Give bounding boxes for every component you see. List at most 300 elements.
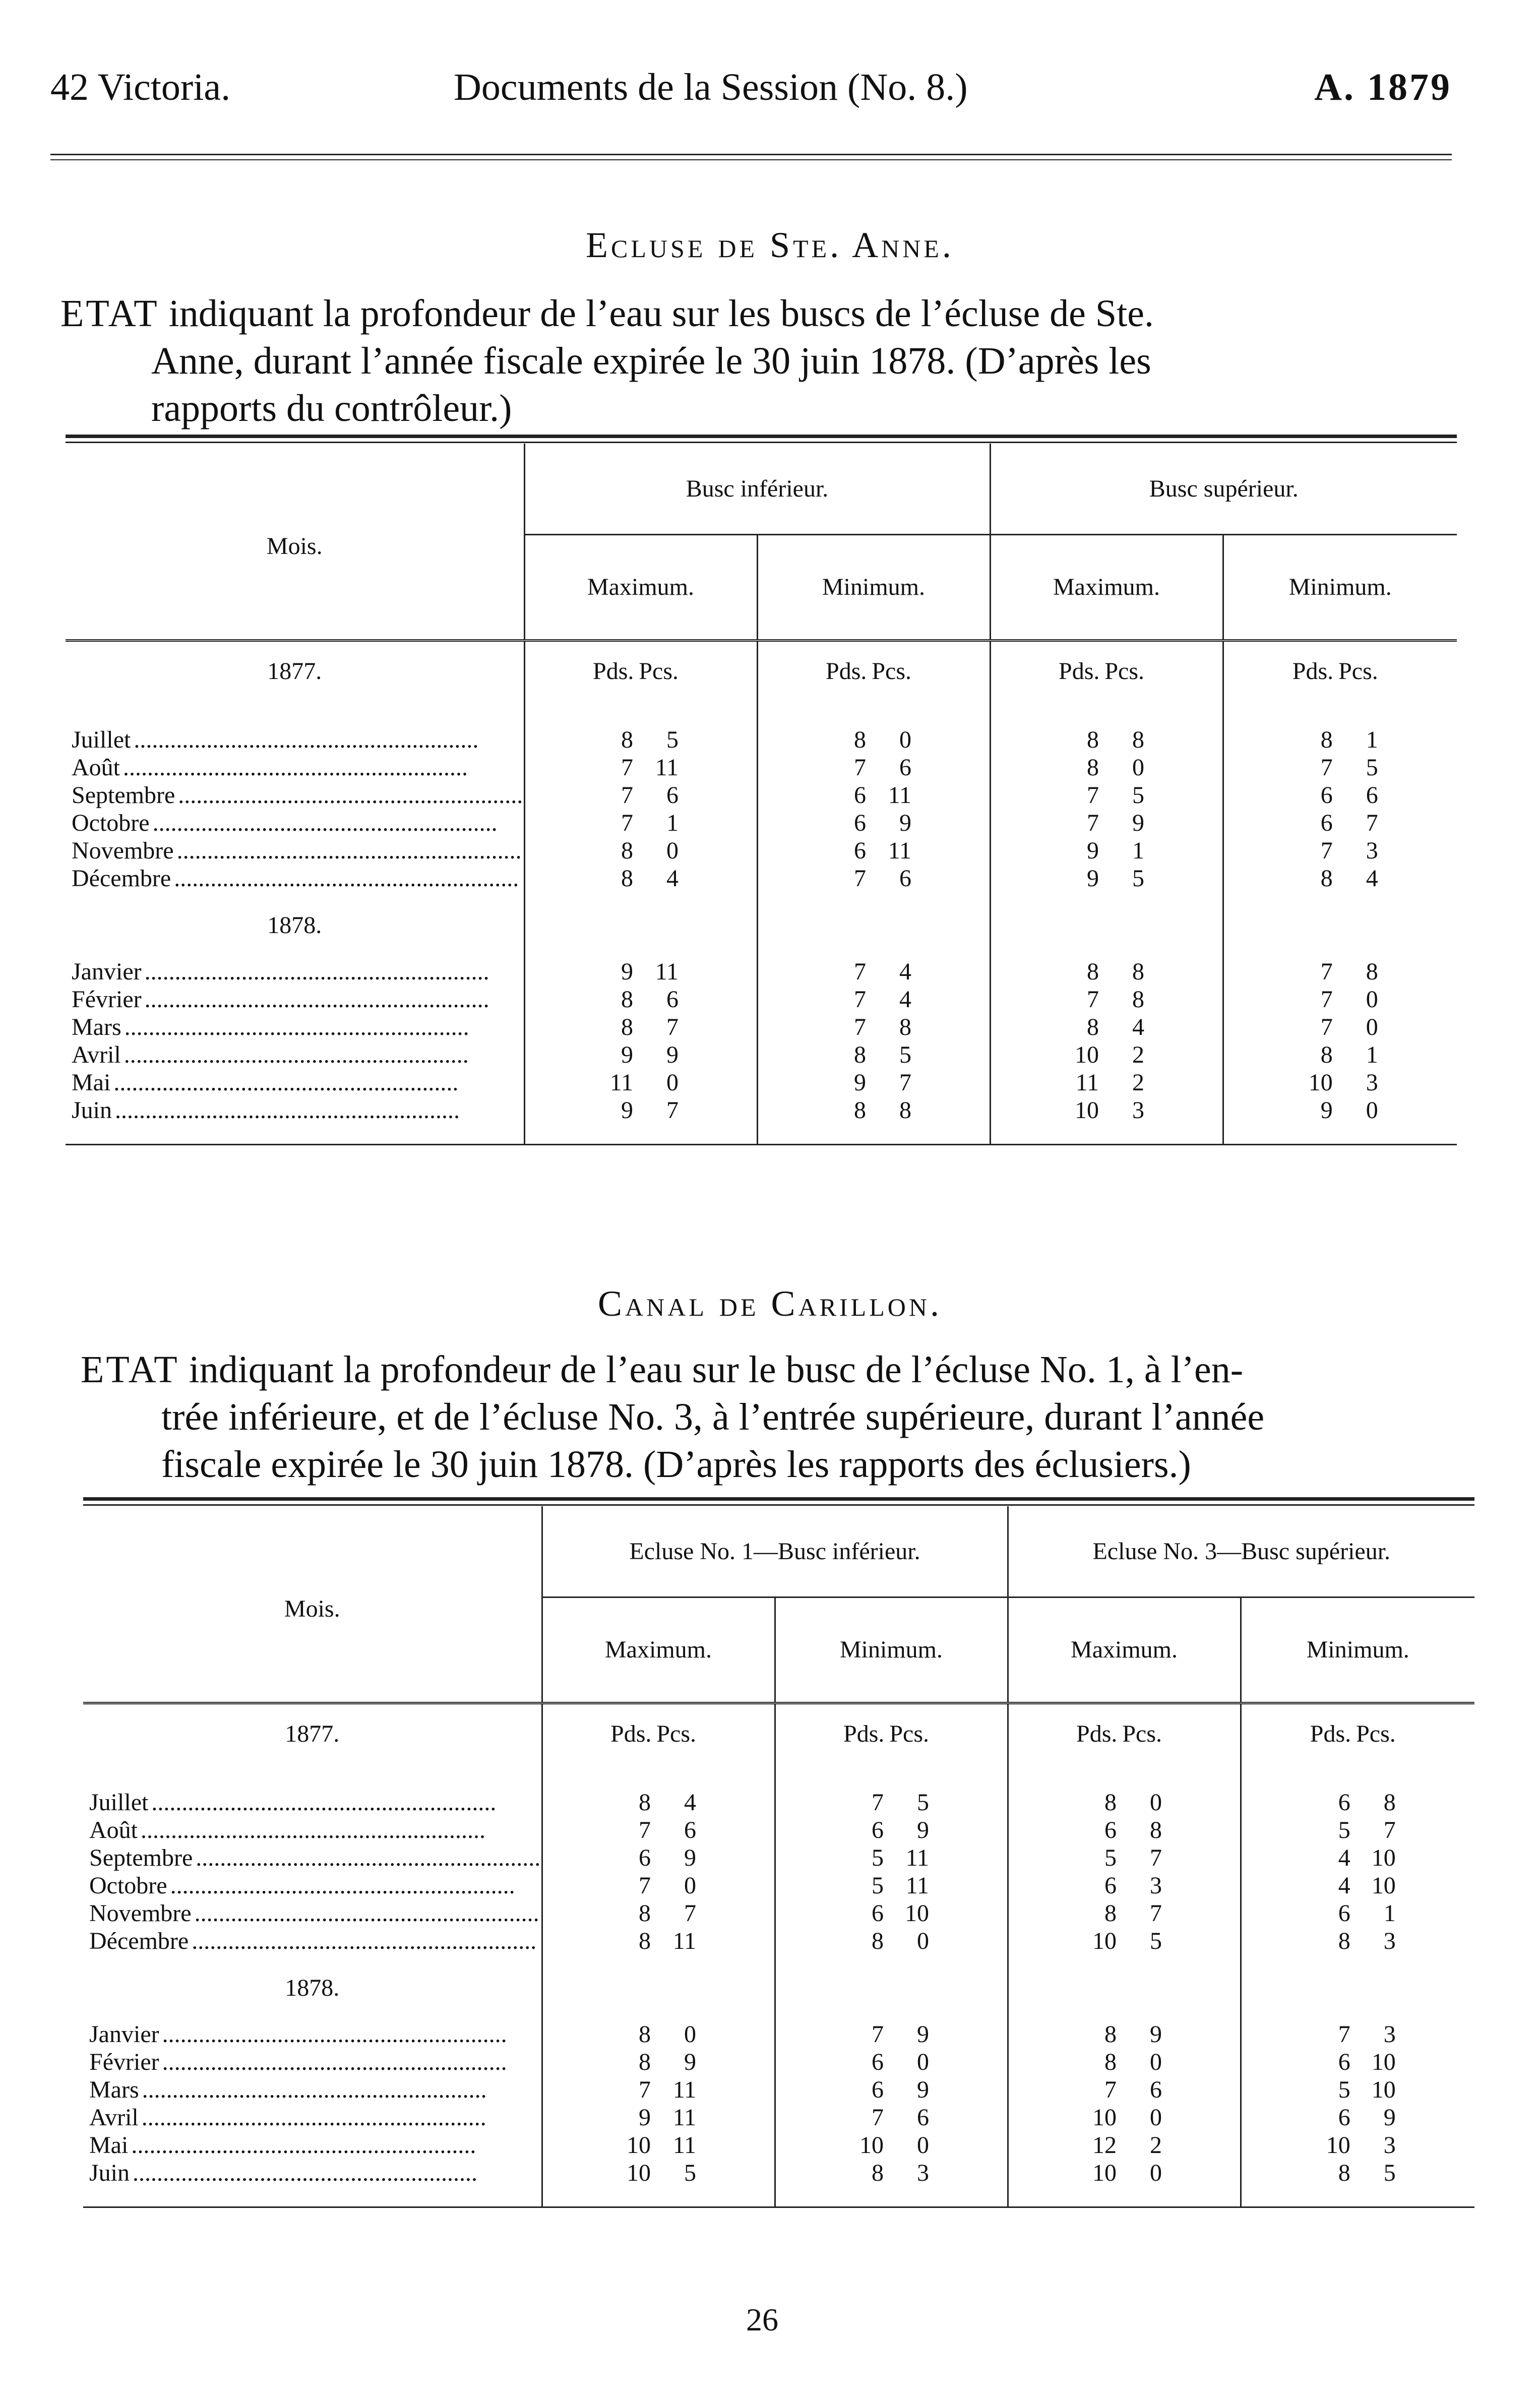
pouces: 7 bbox=[666, 1014, 679, 1040]
value-cell bbox=[542, 2020, 775, 2048]
pieds: 4 bbox=[1338, 1844, 1350, 1871]
table-row bbox=[66, 958, 1457, 986]
pouces: 8 bbox=[1366, 958, 1378, 985]
pouces: 5 bbox=[917, 1789, 929, 1816]
value-cell bbox=[1223, 1013, 1457, 1041]
section1-intro-line-3: rapports du contrôleur.) bbox=[151, 387, 512, 429]
section1-year-1877: 1877. bbox=[267, 657, 322, 685]
value-cell bbox=[990, 809, 1223, 837]
pieds: 5 bbox=[1104, 1844, 1117, 1871]
value-cell bbox=[990, 1069, 1223, 1096]
pouces: 6 bbox=[666, 986, 679, 1013]
pieds: 8 bbox=[1320, 726, 1333, 753]
value-cell bbox=[542, 1872, 775, 1899]
pieds: 8 bbox=[1104, 2021, 1117, 2048]
pieds: 8 bbox=[639, 1928, 651, 1954]
pouces: 7 bbox=[1150, 1844, 1162, 1871]
section2-sub-maximum-1: Maximum. bbox=[542, 1597, 775, 1703]
value-cell bbox=[524, 986, 757, 1013]
pouces: 11 bbox=[905, 1872, 929, 1899]
pouces: 4 bbox=[684, 1789, 696, 1816]
section2-table-top-rule bbox=[83, 1497, 1474, 1501]
section2-group-2: Ecluse No. 3—Busc supérieur. bbox=[1008, 1506, 1474, 1597]
pieds: 11 bbox=[609, 1069, 633, 1096]
pouces: 7 bbox=[899, 1069, 911, 1096]
value-cell bbox=[775, 2048, 1008, 2076]
section2-intro-lead: ETAT bbox=[81, 1348, 179, 1391]
pouces: 11 bbox=[888, 837, 911, 864]
value-cell bbox=[757, 837, 990, 865]
pouces: 3 bbox=[1150, 1872, 1162, 1899]
month-label: Avril......................................................... bbox=[72, 1041, 469, 1068]
month-label: Novembre......................................................... bbox=[89, 1900, 539, 1927]
section1-intro-line-1 bbox=[60, 290, 1154, 337]
section2-units bbox=[1008, 1703, 1241, 1763]
month-label: Juillet......................................................... bbox=[72, 726, 479, 753]
value-cell bbox=[1241, 1899, 1474, 1927]
pouces: 10 bbox=[905, 1900, 929, 1927]
pieds: 10 bbox=[1075, 1097, 1099, 1124]
pouces: 0 bbox=[1150, 2049, 1162, 2075]
section1-units bbox=[1223, 640, 1457, 701]
pieds: 7 bbox=[1320, 754, 1333, 781]
pieds: 9 bbox=[639, 2104, 651, 2131]
table-row bbox=[83, 1872, 1474, 1899]
value-cell bbox=[1008, 1927, 1241, 1955]
section1-year-1878: 1878. bbox=[267, 911, 322, 939]
pouces: 6 bbox=[1366, 782, 1378, 809]
pieds: 5 bbox=[872, 1844, 884, 1871]
value-cell bbox=[990, 1041, 1223, 1069]
value-cell bbox=[757, 1096, 990, 1124]
pieds: 8 bbox=[1320, 1041, 1333, 1068]
pieds: 6 bbox=[1104, 1817, 1117, 1843]
pouces: 9 bbox=[684, 1844, 696, 1871]
month-label: Décembre......................................................... bbox=[89, 1928, 537, 1954]
pieds: 8 bbox=[854, 1041, 866, 1068]
pouces: 11 bbox=[672, 2076, 696, 2103]
pouces: 2 bbox=[1132, 1041, 1144, 1068]
pieds: 8 bbox=[639, 2049, 651, 2075]
pieds: 6 bbox=[1338, 1900, 1350, 1927]
pieds: 7 bbox=[1087, 810, 1099, 836]
table-row bbox=[83, 1789, 1474, 1816]
unit-pds: Pds. bbox=[610, 1720, 652, 1747]
pieds: 9 bbox=[1320, 1097, 1333, 1124]
table-row bbox=[66, 1041, 1457, 1069]
value-cell bbox=[1241, 2104, 1474, 2131]
header-documents: Documents de la Session (No. 8.) bbox=[454, 66, 968, 108]
pieds: 8 bbox=[854, 726, 866, 753]
pieds: 5 bbox=[872, 1872, 884, 1899]
pouces: 9 bbox=[917, 1817, 929, 1843]
month-label: Septembre......................................................... bbox=[89, 1844, 541, 1871]
value-cell bbox=[1241, 1816, 1474, 1844]
pouces: 7 bbox=[1150, 1900, 1162, 1927]
value-cell bbox=[757, 1069, 990, 1096]
pieds: 9 bbox=[621, 1097, 633, 1124]
section2-intro-line-1-text: indiquant la profondeur de l’eau sur le busc de l’écluse No. 1, à l’en- bbox=[179, 1348, 1244, 1391]
section1-group-2: Busc supérieur. bbox=[990, 444, 1457, 534]
pouces: 0 bbox=[684, 2021, 696, 2048]
table-row bbox=[83, 1844, 1474, 1872]
header-rule bbox=[50, 154, 1452, 155]
pieds: 6 bbox=[1338, 2049, 1350, 2075]
month-label: Octobre......................................................... bbox=[72, 810, 498, 836]
pieds: 9 bbox=[621, 958, 633, 985]
pieds: 6 bbox=[1320, 782, 1333, 809]
pouces: 0 bbox=[1150, 2104, 1162, 2131]
value-cell bbox=[775, 1844, 1008, 1872]
pouces: 9 bbox=[684, 2049, 696, 2075]
pieds: 9 bbox=[1087, 837, 1099, 864]
value-cell bbox=[542, 1844, 775, 1872]
pouces: 9 bbox=[899, 810, 911, 836]
value-cell bbox=[542, 1899, 775, 1927]
section1-sub-minimum-1: Minimum. bbox=[757, 534, 990, 640]
section2-depth-table bbox=[83, 1506, 1474, 2208]
page-number: 26 bbox=[746, 2302, 778, 2338]
value-cell bbox=[542, 1927, 775, 1955]
month-label: Mai......................................................... bbox=[89, 2132, 476, 2159]
pouces: 5 bbox=[1383, 2160, 1396, 2186]
pieds: 7 bbox=[1320, 958, 1333, 985]
section2-year-1878: 1878. bbox=[285, 1974, 340, 2001]
value-cell bbox=[775, 1927, 1008, 1955]
pieds: 10 bbox=[1092, 2104, 1117, 2131]
pouces: 2 bbox=[1132, 1069, 1144, 1096]
value-cell bbox=[990, 754, 1223, 781]
section2-table-top-rule-2 bbox=[83, 1504, 1474, 1506]
section1-sub-minimum-2: Minimum. bbox=[1223, 534, 1457, 640]
pieds: 9 bbox=[621, 1041, 633, 1068]
pouces: 11 bbox=[888, 782, 911, 809]
table-row bbox=[83, 2159, 1474, 2187]
pieds: 11 bbox=[1075, 1069, 1099, 1096]
value-cell bbox=[990, 865, 1223, 892]
value-cell bbox=[1241, 2048, 1474, 2076]
section1-col-mois: Mois. bbox=[66, 444, 524, 640]
unit-pcs: Pcs. bbox=[639, 657, 679, 685]
value-cell bbox=[524, 754, 757, 781]
pouces: 10 bbox=[1371, 2076, 1396, 2103]
table-row bbox=[66, 986, 1457, 1013]
pouces: 11 bbox=[655, 958, 679, 985]
pouces: 3 bbox=[1383, 1928, 1396, 1954]
pouces: 4 bbox=[899, 986, 911, 1013]
pouces: 2 bbox=[1150, 2132, 1162, 2159]
value-cell bbox=[1223, 754, 1457, 781]
value-cell bbox=[524, 865, 757, 892]
pouces: 9 bbox=[917, 2076, 929, 2103]
value-cell bbox=[542, 2159, 775, 2187]
pieds: 7 bbox=[1320, 1014, 1333, 1040]
table-row bbox=[83, 2076, 1474, 2104]
section2-units bbox=[1241, 1703, 1474, 1763]
pouces: 9 bbox=[666, 1041, 679, 1068]
pouces: 4 bbox=[666, 865, 679, 892]
month-label: Octobre......................................................... bbox=[89, 1872, 515, 1899]
pouces: 1 bbox=[1366, 726, 1378, 753]
value-cell bbox=[775, 2020, 1008, 2048]
pouces: 3 bbox=[917, 2160, 929, 2186]
section1-intro-line-1-text: indiquant la profondeur de l’eau sur les buscs de l’écluse de Ste. bbox=[159, 292, 1154, 335]
pouces: 6 bbox=[917, 2104, 929, 2131]
value-cell bbox=[757, 809, 990, 837]
month-label: Janvier......................................................... bbox=[72, 958, 489, 985]
pouces: 7 bbox=[1366, 810, 1378, 836]
pouces: 1 bbox=[666, 810, 679, 836]
table-row bbox=[66, 781, 1457, 809]
table-row bbox=[83, 1816, 1474, 1844]
table-row bbox=[66, 837, 1457, 865]
pieds: 8 bbox=[639, 2021, 651, 2048]
pouces: 4 bbox=[1366, 865, 1378, 892]
pouces: 11 bbox=[672, 2132, 696, 2159]
value-cell bbox=[1241, 2076, 1474, 2104]
header-volume: 42 Victoria. bbox=[50, 66, 231, 108]
pieds: 7 bbox=[872, 2021, 884, 2048]
section2-intro-line-1 bbox=[81, 1346, 1243, 1393]
pieds: 8 bbox=[1338, 1928, 1350, 1954]
section2-intro bbox=[81, 1346, 1482, 1497]
pieds: 8 bbox=[621, 1014, 633, 1040]
value-cell bbox=[1223, 986, 1457, 1013]
value-cell bbox=[990, 781, 1223, 809]
pouces: 4 bbox=[899, 958, 911, 985]
pieds: 10 bbox=[627, 2132, 651, 2159]
section2-title: Canal de Carillon. bbox=[598, 1283, 942, 1324]
value-cell bbox=[757, 958, 990, 986]
table-row bbox=[66, 1013, 1457, 1041]
pieds: 10 bbox=[859, 2132, 884, 2159]
month-label: Mars......................................................... bbox=[89, 2076, 487, 2103]
pieds: 9 bbox=[854, 1069, 866, 1096]
section2-units bbox=[775, 1703, 1008, 1763]
pieds: 8 bbox=[621, 837, 633, 864]
pouces: 8 bbox=[1150, 1817, 1162, 1843]
pouces: 4 bbox=[1132, 1014, 1144, 1040]
pouces: 0 bbox=[917, 1928, 929, 1954]
month-label: Juin......................................................... bbox=[89, 2160, 478, 2186]
pouces: 5 bbox=[1150, 1928, 1162, 1954]
value-cell bbox=[757, 1013, 990, 1041]
section1-intro-lead: ETAT bbox=[60, 292, 159, 335]
unit-pcs: Pcs. bbox=[872, 657, 911, 685]
section1-table-top-rule-2 bbox=[66, 442, 1457, 443]
value-cell bbox=[775, 1789, 1008, 1816]
pieds: 7 bbox=[872, 1789, 884, 1816]
value-cell bbox=[757, 754, 990, 781]
pieds: 6 bbox=[854, 837, 866, 864]
pouces: 9 bbox=[1132, 810, 1144, 836]
pouces: 9 bbox=[1383, 2104, 1396, 2131]
table-row bbox=[83, 2020, 1474, 2048]
value-cell bbox=[990, 726, 1223, 754]
pouces: 5 bbox=[899, 1041, 911, 1068]
pouces: 0 bbox=[1132, 754, 1144, 781]
pouces: 5 bbox=[666, 726, 679, 753]
pieds: 6 bbox=[1338, 1789, 1350, 1816]
value-cell bbox=[1008, 2076, 1241, 2104]
pieds: 10 bbox=[1075, 1041, 1099, 1068]
month-label: Août......................................................... bbox=[72, 754, 468, 781]
pouces: 0 bbox=[1366, 1097, 1378, 1124]
value-cell bbox=[775, 2076, 1008, 2104]
section1-sub-maximum-1: Maximum. bbox=[524, 534, 757, 640]
pieds: 10 bbox=[627, 2160, 651, 2186]
value-cell bbox=[775, 2104, 1008, 2131]
pouces: 0 bbox=[666, 1069, 679, 1096]
pouces: 11 bbox=[672, 2104, 696, 2131]
pieds: 7 bbox=[854, 986, 866, 1013]
value-cell bbox=[1241, 2131, 1474, 2159]
pieds: 5 bbox=[1338, 2076, 1350, 2103]
value-cell bbox=[1223, 726, 1457, 754]
section1-units bbox=[524, 640, 757, 701]
month-label: Février......................................................... bbox=[72, 986, 489, 1013]
value-cell bbox=[1223, 837, 1457, 865]
pieds: 7 bbox=[854, 958, 866, 985]
pouces: 6 bbox=[684, 1817, 696, 1843]
month-label: Décembre......................................................... bbox=[72, 865, 519, 892]
pouces: 9 bbox=[917, 2021, 929, 2048]
pouces: 5 bbox=[1132, 865, 1144, 892]
pouces: 5 bbox=[684, 2160, 696, 2186]
value-cell bbox=[1008, 2048, 1241, 2076]
pouces: 6 bbox=[899, 865, 911, 892]
pieds: 8 bbox=[1087, 754, 1099, 781]
pouces: 3 bbox=[1383, 2132, 1396, 2159]
pieds: 7 bbox=[854, 865, 866, 892]
value-cell bbox=[1008, 1899, 1241, 1927]
pouces: 10 bbox=[1371, 1844, 1396, 1871]
month-label: Septembre......................................................... bbox=[72, 782, 523, 809]
table-row bbox=[66, 865, 1457, 892]
pouces: 11 bbox=[905, 1844, 929, 1871]
pieds: 8 bbox=[621, 865, 633, 892]
pieds: 7 bbox=[854, 1014, 866, 1040]
pieds: 6 bbox=[639, 1844, 651, 1871]
value-cell bbox=[1008, 2020, 1241, 2048]
month-label: Août......................................................... bbox=[89, 1817, 485, 1843]
value-cell bbox=[1241, 2020, 1474, 2048]
table-row bbox=[66, 726, 1457, 754]
pouces: 0 bbox=[1150, 2160, 1162, 2186]
pieds: 10 bbox=[1308, 1069, 1333, 1096]
value-cell bbox=[1241, 1844, 1474, 1872]
value-cell bbox=[1223, 1096, 1457, 1124]
section2-intro-line-3: fiscale expirée le 30 juin 1878. (D’après les rapports des éclusiers.) bbox=[161, 1443, 1191, 1486]
pieds: 6 bbox=[872, 1817, 884, 1843]
pieds: 6 bbox=[854, 810, 866, 836]
pouces: 3 bbox=[1132, 1097, 1144, 1124]
section2-year-1877: 1877. bbox=[285, 1720, 340, 1747]
month-label: Juin......................................................... bbox=[72, 1097, 460, 1124]
section2-units bbox=[542, 1703, 775, 1763]
pieds: 6 bbox=[1104, 1872, 1117, 1899]
pieds: 7 bbox=[639, 2076, 651, 2103]
value-cell bbox=[775, 2131, 1008, 2159]
pouces: 0 bbox=[917, 2049, 929, 2075]
section1-sub-maximum-2: Maximum. bbox=[990, 534, 1223, 640]
pouces: 0 bbox=[917, 2132, 929, 2159]
value-cell bbox=[757, 986, 990, 1013]
pieds: 8 bbox=[1104, 1789, 1117, 1816]
table-row bbox=[66, 754, 1457, 781]
pouces: 1 bbox=[1366, 1041, 1378, 1068]
value-cell bbox=[1008, 2131, 1241, 2159]
pouces: 3 bbox=[1383, 2021, 1396, 2048]
pouces: 10 bbox=[1371, 1872, 1396, 1899]
pieds: 7 bbox=[621, 810, 633, 836]
pouces: 0 bbox=[1366, 1014, 1378, 1040]
pouces: 9 bbox=[1150, 2021, 1162, 2048]
pieds: 12 bbox=[1092, 2132, 1117, 2159]
unit-pds: Pds. bbox=[593, 657, 634, 685]
table-row bbox=[66, 809, 1457, 837]
value-cell bbox=[1223, 781, 1457, 809]
value-cell bbox=[775, 1816, 1008, 1844]
unit-pds: Pds. bbox=[1292, 657, 1334, 685]
value-cell bbox=[524, 726, 757, 754]
value-cell bbox=[990, 1096, 1223, 1124]
pieds: 7 bbox=[639, 1872, 651, 1899]
table-row bbox=[66, 1069, 1457, 1096]
pieds: 8 bbox=[621, 986, 633, 1013]
unit-pcs: Pcs. bbox=[656, 1720, 696, 1747]
table-row bbox=[83, 2104, 1474, 2131]
header-year: A. 1879 bbox=[1314, 66, 1452, 108]
value-cell bbox=[1008, 1872, 1241, 1899]
value-cell bbox=[990, 986, 1223, 1013]
value-cell bbox=[524, 837, 757, 865]
pieds: 7 bbox=[621, 782, 633, 809]
pouces: 3 bbox=[1366, 837, 1378, 864]
unit-pds: Pds. bbox=[826, 657, 867, 685]
unit-pcs: Pcs. bbox=[889, 1720, 929, 1747]
pieds: 5 bbox=[1338, 1817, 1350, 1843]
pieds: 8 bbox=[1320, 865, 1333, 892]
value-cell bbox=[542, 2076, 775, 2104]
value-cell bbox=[1223, 809, 1457, 837]
unit-pcs: Pcs. bbox=[1104, 657, 1144, 685]
pieds: 7 bbox=[1320, 837, 1333, 864]
value-cell bbox=[1008, 2104, 1241, 2131]
pieds: 8 bbox=[1087, 726, 1099, 753]
value-cell bbox=[524, 1069, 757, 1096]
pieds: 8 bbox=[639, 1900, 651, 1927]
unit-pds: Pds. bbox=[843, 1720, 885, 1747]
pieds: 8 bbox=[639, 1789, 651, 1816]
value-cell bbox=[542, 2048, 775, 2076]
value-cell bbox=[542, 2104, 775, 2131]
section1-table-top-rule bbox=[66, 435, 1457, 438]
pieds: 7 bbox=[639, 1817, 651, 1843]
unit-pcs: Pcs. bbox=[1338, 657, 1378, 685]
value-cell bbox=[1008, 1789, 1241, 1816]
pieds: 6 bbox=[872, 2076, 884, 2103]
month-label: Novembre......................................................... bbox=[72, 837, 522, 864]
section1-group-1: Busc inférieur. bbox=[524, 444, 990, 534]
pouces: 1 bbox=[1132, 837, 1144, 864]
pieds: 8 bbox=[1087, 958, 1099, 985]
pieds: 7 bbox=[1087, 986, 1099, 1013]
table-row bbox=[83, 1899, 1474, 1927]
section1-intro-line-2: Anne, durant l’année fiscale expirée le 30 juin 1878. (D’après les bbox=[151, 340, 1151, 382]
section2-intro-line-2: trée inférieure, et de l’écluse No. 3, à l’entrée supérieure, durant l’année bbox=[161, 1396, 1265, 1438]
pouces: 0 bbox=[899, 726, 911, 753]
